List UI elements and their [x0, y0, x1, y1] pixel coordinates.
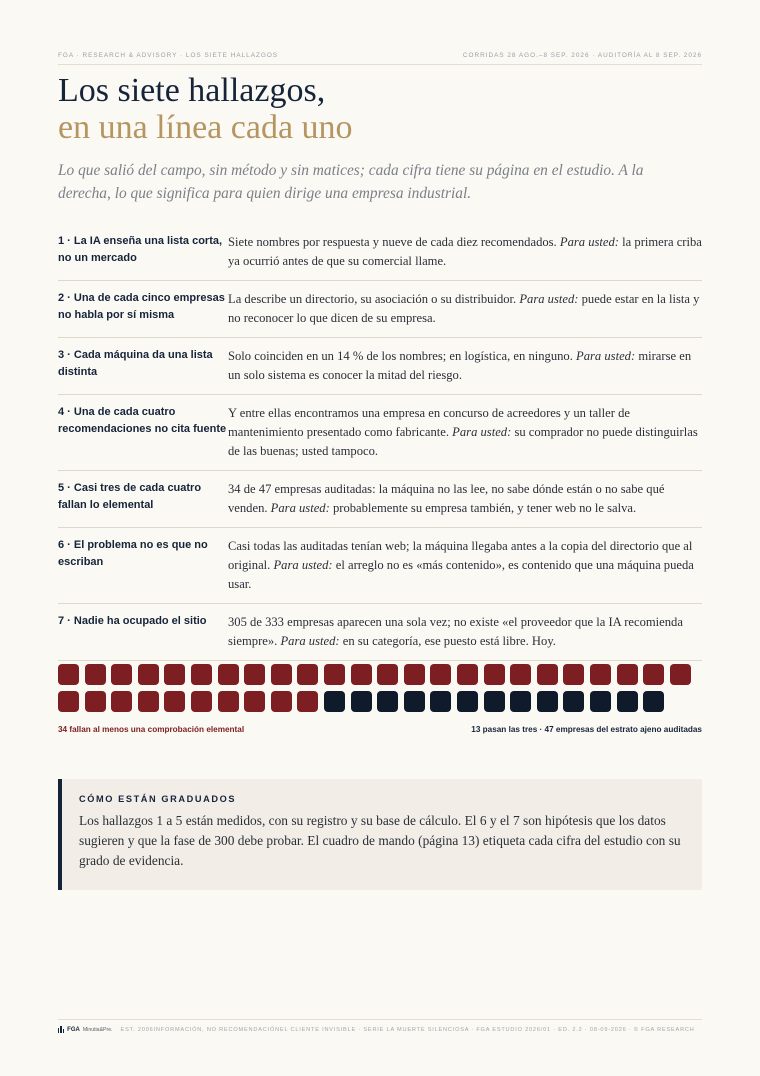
finding-label: Para usted:	[270, 501, 330, 515]
audit-square-fail	[191, 664, 212, 685]
finding-heading: 2 · Una de cada cinco empresas no habla por sí misma	[58, 292, 225, 321]
audit-square-fail	[244, 664, 265, 685]
audit-square-fail	[111, 664, 132, 685]
finding-row	[58, 224, 702, 281]
finding-label: Para usted:	[280, 634, 340, 648]
footer-text: EST. 2006INFORMACIÓN, NO RECOMENDACIÓNEL CLIENTE INVISIBLE · SERIE LA MUERTE SILENCIOSA · FGA ESTUDIO 2026/01 · ED. 2.2 · 08-09-2026 · © FGA RESEARCH	[120, 1026, 695, 1033]
fga-logo	[58, 1026, 113, 1033]
finding-text: Siete nombres por respuesta y nueve de cada diez recomendados.	[228, 235, 557, 249]
audit-square-fail	[271, 664, 292, 685]
finding-label: Para usted:	[273, 558, 333, 572]
audit-square-pass	[537, 691, 558, 712]
finding-row	[58, 338, 702, 395]
audit-square-fail	[590, 664, 611, 685]
finding-body	[228, 404, 702, 461]
audit-square-fail	[510, 664, 531, 685]
audit-square-pass	[643, 691, 664, 712]
audit-square-fail	[218, 691, 239, 712]
audit-square-fail	[377, 664, 398, 685]
audit-square-pass	[377, 691, 398, 712]
audit-square-fail	[404, 664, 425, 685]
finding-label: Para usted:	[576, 349, 636, 363]
running-header	[58, 52, 702, 65]
audit-square-pass	[590, 691, 611, 712]
evidence-note	[58, 779, 702, 890]
audit-square-fail	[297, 664, 318, 685]
finding-implication: puede estar en la lista y no reconocer lo que dicen de su empresa.	[228, 292, 700, 325]
audit-square-fail	[643, 664, 664, 685]
finding-heading: 4 · Una de cada cuatro recomendaciones no cita fuente	[58, 406, 227, 435]
audit-square-fail	[484, 664, 505, 685]
grid-caption-pass: 13 pasan las tres · 47 empresas del estrato ajeno auditadas	[471, 725, 702, 734]
footer	[58, 1019, 702, 1033]
audit-square-fail	[457, 664, 478, 685]
audit-square-fail	[85, 691, 106, 712]
lede: Lo que salió del campo, sin método y sin matices; cada cifra tiene su página en el estudio. A la derecha, lo que significa para quien dirige una empresa industrial.	[58, 162, 644, 202]
audit-square-fail	[537, 664, 558, 685]
audit-square-pass	[324, 691, 345, 712]
audit-square-fail	[271, 691, 292, 712]
finding-text: 305 de 333 empresas aparecen una sola vez; no existe «el proveedor que la IA recomienda siempre».	[228, 615, 683, 648]
audit-square-fail	[297, 691, 318, 712]
finding-text: Casi todas las auditadas tenían web; la máquina llegaba antes a la copia del directorio que al original.	[228, 539, 693, 572]
audit-square-pass	[510, 691, 531, 712]
note-text: Los hallazgos 1 a 5 están medidos, con su registro y su base de cálculo. El 6 y el 7 son hipótesis que los datos sugieren y que la fase de 300 debe probar. El cuadro de mando (página 13) etiqueta cada cifra del estudio con su grado de evidencia.	[79, 813, 681, 868]
finding-implication: probablemente su empresa también, y tener web no le salva.	[332, 501, 637, 515]
audit-square-pass	[457, 691, 478, 712]
audit-square-pass	[351, 691, 372, 712]
finding-row	[58, 471, 702, 528]
finding-text: 34 de 47 empresas auditadas: la máquina no las lee, no sabe dónde están o no sabe qué venden.	[228, 482, 665, 515]
audit-square-fail	[670, 664, 691, 685]
audit-square-fail	[164, 664, 185, 685]
finding-body	[228, 480, 702, 518]
logo-text: FGA	[67, 1026, 80, 1033]
finding-implication: en su categoría, ese puesto está libre. Hoy.	[342, 634, 556, 648]
audit-square-fail	[164, 691, 185, 712]
audit-square-fail	[563, 664, 584, 685]
finding-heading: 5 · Casi tres de cada cuatro fallan lo elemental	[58, 482, 202, 511]
audit-square-fail	[138, 664, 159, 685]
finding-implication: la primera criba ya ocurrió antes de que su comercial llame.	[228, 235, 702, 268]
audit-square-fail	[191, 691, 212, 712]
finding-heading: 3 · Cada máquina da una lista distinta	[58, 349, 213, 378]
note-kicker: CÓMO ESTÁN GRADUADOS	[79, 794, 237, 804]
finding-implication: su comprador no puede distinguirlas de las buenas; usted tampoco.	[228, 425, 698, 458]
audit-square-fail	[111, 691, 132, 712]
audit-square-pass	[617, 691, 638, 712]
running-header-left: FGA · RESEARCH & ADVISORY · LOS SIETE HALLAZGOS	[58, 52, 279, 59]
finding-heading: 7 · Nadie ha ocupado el sitio	[58, 615, 207, 627]
finding-row	[58, 395, 702, 471]
grid-caption-fail: 34 fallan al menos una comprobación elemental	[58, 725, 245, 734]
audit-square-pass	[484, 691, 505, 712]
findings-list	[58, 224, 702, 661]
finding-label: Para usted:	[519, 292, 579, 306]
finding-label: Para usted:	[452, 425, 512, 439]
audit-square-fail	[351, 664, 372, 685]
finding-text: La describe un directorio, su asociación o su distribuidor.	[228, 292, 517, 306]
audit-square-pass	[404, 691, 425, 712]
audit-square-fail	[85, 664, 106, 685]
audit-square-fail	[430, 664, 451, 685]
logo-subtext: Minutia&Pre.	[82, 1026, 113, 1033]
running-header-right: CORRIDAS 28 AGO.–8 SEP. 2026 · AUDITORÍA AL 8 SEP. 2026	[462, 52, 702, 59]
title-line-2: en una línea cada uno	[58, 109, 353, 146]
audit-square-fail	[58, 664, 79, 685]
audit-square-fail	[244, 691, 265, 712]
audit-square-fail	[58, 691, 79, 712]
finding-row	[58, 528, 702, 604]
finding-text: Y entre ellas encontramos una empresa en concurso de acreedores y un taller de mantenimiento presentado como fabricante.	[228, 406, 631, 439]
finding-body	[228, 613, 702, 651]
finding-row	[58, 281, 702, 338]
audit-square-pass	[430, 691, 451, 712]
finding-text: Solo coinciden en un 14 % de los nombres; en logística, en ninguno.	[228, 349, 573, 363]
logo-bars-icon	[58, 1026, 65, 1033]
finding-body	[228, 537, 702, 594]
finding-body	[228, 290, 702, 328]
audit-square-fail	[617, 664, 638, 685]
audit-square-pass	[563, 691, 584, 712]
audit-square-fail	[138, 691, 159, 712]
finding-implication: mirarse en un solo sistema es conocer la mitad del riesgo.	[228, 349, 692, 382]
finding-row	[58, 604, 702, 661]
finding-heading: 6 · El problema no es que no escriban	[58, 539, 208, 568]
audit-square-fail	[218, 664, 239, 685]
page-title	[58, 72, 353, 146]
finding-body	[228, 347, 702, 385]
audit-square-fail	[324, 664, 345, 685]
finding-body	[228, 233, 702, 271]
title-line-1: Los siete hallazgos,	[58, 72, 326, 109]
finding-implication: el arreglo no es «más contenido», es contenido que una máquina pueda usar.	[228, 558, 694, 591]
finding-label: Para usted:	[559, 235, 619, 249]
finding-heading: 1 · La IA enseña una lista corta, no un mercado	[58, 235, 223, 264]
